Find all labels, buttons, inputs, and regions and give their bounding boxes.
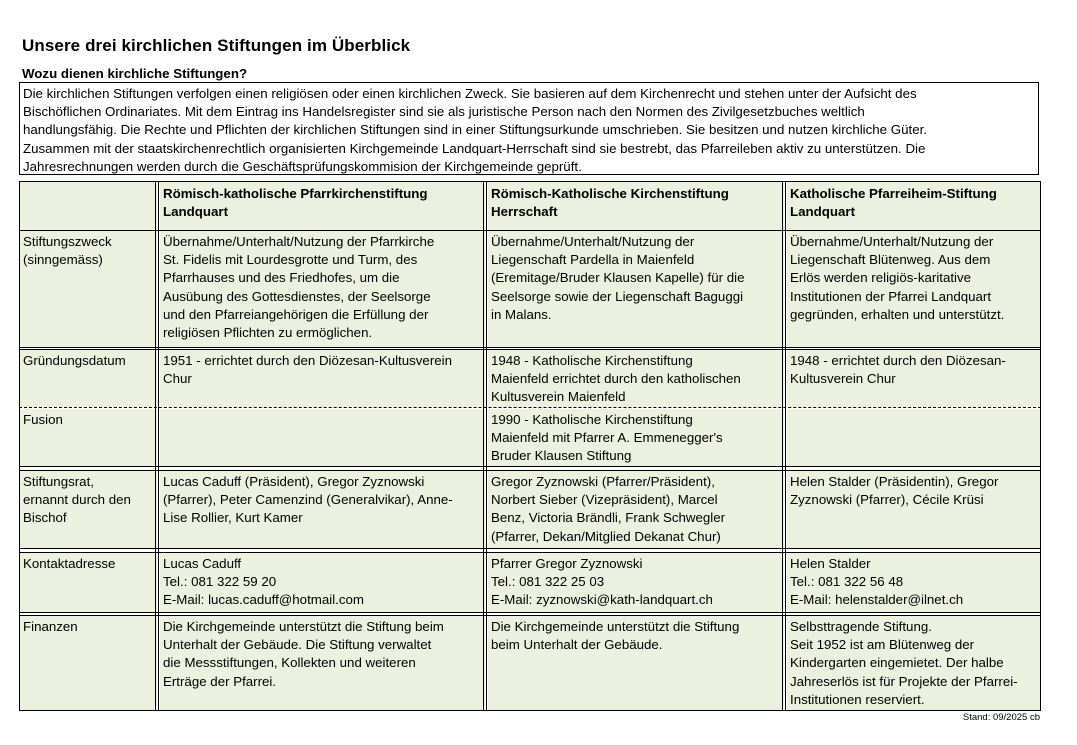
cell-text-line: Gründungsdatum [23,353,126,368]
table-rule [19,615,1041,616]
column-rule [19,181,20,711]
intro-line: Zusammen mit der staatskirchenrechtlich organisierten Kirchgemeinde Landquart-Herrschaft sind sie bestrebt, das Pfarreileben aktiv zu unterstützen. Die [23,140,926,156]
table-rule [19,470,1041,471]
cell-text-line: Gregor Zyznowski (Pfarrer/Präsident), [491,474,715,489]
cell-text-line: Kontaktadresse [23,556,116,571]
cell-text-line: Liegenschaft Pardella in Maienfeld [491,252,695,268]
cell-text-line: (Pfarrer, Dekan/Mitglied Dekanat Chur) [491,528,721,544]
cell-text-line: 1990 - Katholische Kirchenstiftung [491,412,693,427]
cell-text-line: und den Pfarreiangehörigen die Erfüllung der [163,306,429,322]
cell-text-line: gegründen, erhalten und unterstützt. [790,306,1005,322]
cell-text-line: E-Mail: helenstalder@ilnet.ch [790,592,964,608]
table-rule [19,230,1041,231]
row-stiftungszweck-cell [160,231,485,347]
cell-text-line: Seelsorge sowie der Liegenschaft Baguggi [491,288,744,304]
cell-text-line: ernannt durch den [23,492,131,508]
cell-text-line: (Pfarrer), Peter Camenzind (Generalvikar), Anne- [163,492,453,508]
cell-text-line: Römisch-Katholische Kirchenstiftung [491,186,729,201]
cell-text-line: Lucas Caduff [163,556,242,571]
row-gruendungsdatum-cell [787,350,1040,407]
section-heading: Wozu dienen kirchliche Stiftungen? [22,66,248,81]
cell-text-line: Maienfeld mit Pfarrer A. Emmenegger's [491,430,723,446]
cell-text-line: Ausübung des Gottesdienstes, der Seelsorge [163,288,431,304]
cell-text-line: Bischof [23,510,67,526]
cell-text-line: 1948 - errichtet durch den Diözesan- [790,353,1006,368]
cell-text-line: 1948 - Katholische Kirchenstiftung [491,353,693,368]
header-row-cell [787,182,1040,230]
cell-text-line: Norbert Sieber (Vizepräsident), Marcel [491,492,718,508]
cell-text-line: Institutionen der Pfarrei Landquart [790,288,992,304]
cell-text-line: E-Mail: zyznowski@kath-landquart.ch [491,592,713,608]
cell-text-line: Bruder Klausen Stiftung [491,448,632,464]
cell-text-line: (Eremitage/Bruder Klausen Kapelle) für die [491,270,745,286]
cell-text-line: Finanzen [23,619,78,634]
cell-text-line: Unterhalt der Gebäude. Die Stiftung verwaltet [163,637,432,653]
cell-text-line: Die Kirchgemeinde unterstützt die Stiftung [491,619,740,634]
cell-text-line: Katholische Pfarreiheim-Stiftung [790,186,997,201]
column-rule [785,181,786,711]
row-gruendungsdatum-cell [20,350,157,407]
row-stiftungsrat-cell [787,471,1040,548]
cell-text-line: St. Fidelis mit Lourdesgrotte und Turm, des [163,252,418,268]
row-finanzen-cell [787,616,1040,710]
dashed-divider [19,407,1041,408]
row-fusion-cell [160,409,485,466]
intro-line: Die kirchlichen Stiftungen verfolgen einen religiösen oder einen kirchlichen Zweck. Sie basieren auf dem Kirchenrecht und stehen unter der Aufsicht des [23,86,917,101]
cell-text-line: Kindergarten eingemietet. Der halbe [790,655,1004,671]
cell-text-line: 1951 - errichtet durch den Diözesan-Kultusverein [163,353,452,368]
intro-line: Jahresrechnungen werden durch die Geschäftsprüfungskommision der Kirchgemeinde geprüft. [23,158,582,174]
cell-text-line: die Messstiftungen, Kollekten und weiteren [163,655,416,671]
table-rule [19,347,1041,348]
cell-text-line: Tel.: 081 322 59 20 [163,574,277,590]
cell-text-line: Helen Stalder [790,556,871,571]
column-rule [486,181,487,711]
row-kontaktadresse-cell [787,553,1040,612]
cell-text-line: (sinngemäss) [23,252,103,268]
cell-text-line: Institutionen reserviert. [790,691,925,707]
row-finanzen-cell [160,616,485,710]
row-finanzen-cell [20,616,157,710]
cell-text-line: Landquart [790,204,856,220]
page-title: Unsere drei kirchlichen Stiftungen im Überblick [22,36,411,55]
table-rule [19,349,1041,350]
cell-text-line: Die Kirchgemeinde unterstützt die Stiftung beim [163,619,444,634]
cell-text-line: Pfarrer Gregor Zyznowski [491,556,643,571]
cell-text-line: Tel.: 081 322 25 03 [491,574,605,590]
row-stiftungsrat-cell [160,471,485,548]
cell-text-line: Jahreserlös ist für Projekte der Pfarrei- [790,673,1018,689]
table-rule [19,548,1041,549]
column-rule [1040,181,1041,711]
intro-line: Bischöflichen Ordinariates. Mit dem Eintrag ins Handelsregister sind sie als juristische Person nach den Normen des Zivilgesetzbuches weltlich [23,104,865,120]
table-rule [19,612,1041,613]
cell-text-line: Stiftungszweck [23,234,112,249]
cell-text-line: Tel.: 081 322 56 48 [790,574,904,590]
row-fusion-cell [20,409,157,466]
cell-text-line: Erträge der Pfarrei. [163,673,277,689]
cell-text-line: Übernahme/Unterhalt/Nutzung der [491,234,695,249]
cell-text-line: Landquart [163,204,229,220]
column-rule [158,181,159,711]
table-rule [19,710,1041,711]
cell-text-line: Übernahme/Unterhalt/Nutzung der [790,234,994,249]
cell-text-line: Selbsttragende Stiftung. [790,619,932,634]
cell-text-line: Kultusverein Maienfeld [491,389,626,405]
cell-text-line: Kultusverein Chur [790,371,896,387]
column-rule [155,181,156,711]
table-rule [19,181,1041,182]
row-stiftungsrat-cell [488,471,784,548]
cell-text-line: Seit 1952 ist am Blütenweg der [790,637,975,653]
cell-text-line: Herrschaft [491,204,558,220]
cell-text-line: Benz, Victoria Brändli, Frank Schwegler [491,510,726,526]
cell-text-line: Zyznowski (Pfarrer), Cécile Krüsi [790,492,984,508]
intro-text [19,82,1039,175]
column-rule [483,181,484,711]
row-stiftungszweck-cell [787,231,1040,347]
cell-text-line: Chur [163,371,192,387]
header-row-cell [20,182,157,230]
cell-text-line: Stiftungsrat, [23,474,94,489]
row-fusion-cell [787,409,1040,466]
row-fusion-cell [488,409,784,466]
cell-text-line: Übernahme/Unterhalt/Nutzung der Pfarrkirche [163,234,435,249]
cell-text-line: Fusion [23,412,63,427]
cell-text-line: Lucas Caduff (Präsident), Gregor Zyznowski [163,474,425,489]
header-row-cell [488,182,784,230]
table-rule [19,552,1041,553]
row-kontaktadresse-cell [160,553,485,612]
cell-text-line: Römisch-katholische Pfarrkirchenstiftung [163,186,428,201]
row-gruendungsdatum-cell [488,350,784,407]
cell-text-line: Erlös werden religiös-karitative [790,270,972,286]
row-finanzen-cell [488,616,784,710]
cell-text-line: Maienfeld errichtet durch den katholischen [491,371,741,387]
cell-text-line: E-Mail: lucas.caduff@hotmail.com [163,592,364,608]
row-kontaktadresse-cell [20,553,157,612]
stand-note: Stand: 09/2025 cb [962,712,1040,723]
cell-text-line: Helen Stalder (Präsidentin), Gregor [790,474,999,489]
cell-text-line: Pfarrhauses und des Friedhofes, um die [163,270,400,286]
intro-line: handlungsfähig. Die Rechte und Pflichten der kirchlichen Stiftungen sind in einer Stiftungsurkunde umschrieben. Sie besitzen und nutzen kirchliche Güter. [23,122,927,138]
table-rule [19,466,1041,467]
row-gruendungsdatum-cell [160,350,485,407]
cell-text-line: religiösen Pflichten zu ermöglichen. [163,325,373,341]
cell-text-line: Liegenschaft Blütenweg. Aus dem [790,252,991,268]
cell-text-line: in Malans. [491,306,552,322]
row-stiftungsrat-cell [20,471,157,548]
cell-text-line: Lise Rollier, Kurt Kamer [163,510,303,526]
column-rule [782,181,783,711]
cell-text-line: beim Unterhalt der Gebäude. [491,637,663,653]
row-stiftungszweck-cell [20,231,157,347]
row-stiftungszweck-cell [488,231,784,347]
header-row-cell [160,182,485,230]
row-kontaktadresse-cell [488,553,784,612]
